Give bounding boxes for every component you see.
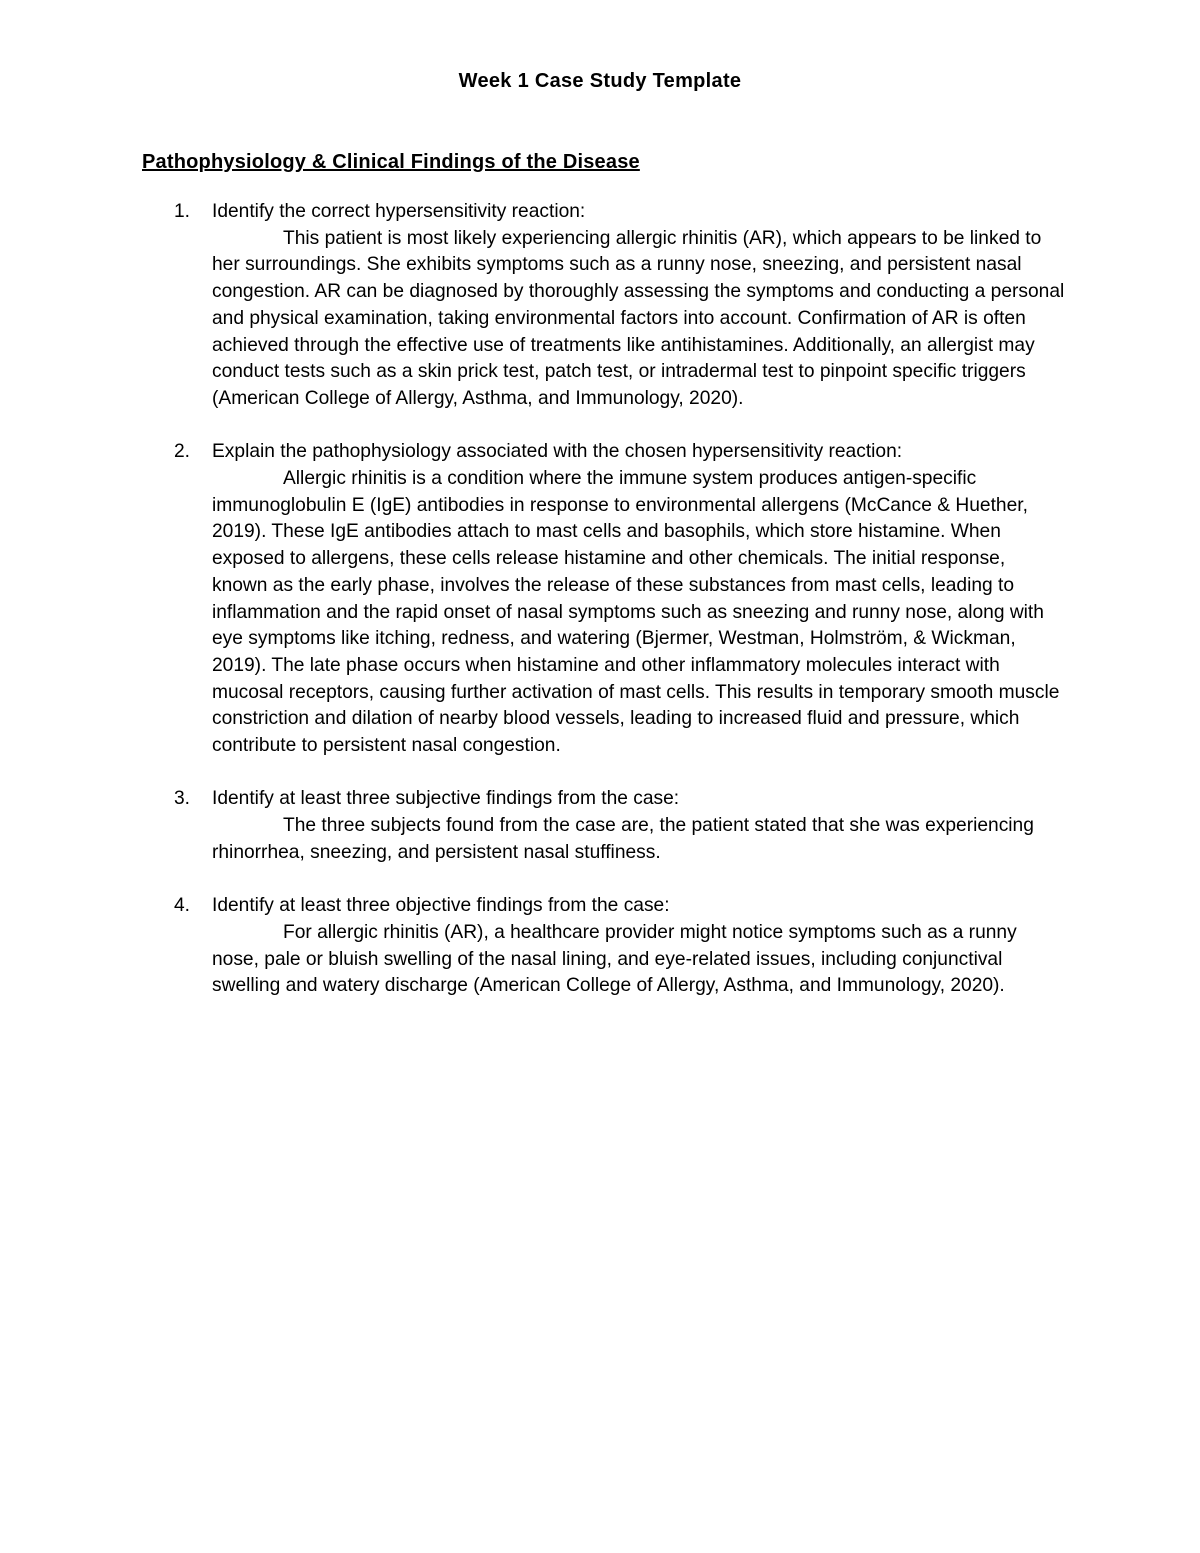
question-prompt: Explain the pathophysiology associated with the chosen hypersensitivity reaction: xyxy=(212,441,903,463)
question-answer: The three subjects found from the case are, the patient stated that she was experiencing rhinorrhea, sneezing, and persistent nasal stuffiness. xyxy=(212,815,1034,863)
question-item xyxy=(0,786,1200,866)
question-number: 3. xyxy=(174,788,191,810)
question-answer: Allergic rhinitis is a condition where the immune system produces antigen-specific immunoglobulin E (IgE) antibodies in response to environmental allergens (McCance & Huether, 2019). These IgE antibodies attach to mast cells and basophils, which store histamine. When exposed to allergens, these cells release histamine and other chemicals. The initial response, known as the early phase, involves the release of these substances from mast cells, leading to inflammation and the rapid onset of nasal symptoms such as sneezing and runny nose, along with eye symptoms like itching, redness, and watering (Bjermer, Westman, Holmström, & Wickman, 2019). The late phase occurs when histamine and other inflammatory molecules interact with mucosal receptors, causing further activation of mast cells. This results in temporary smooth muscle constriction and dilation of nearby blood vessels, leading to increased fluid and pressure, which contribute to persistent nasal congestion. xyxy=(212,468,1060,757)
question-item xyxy=(0,199,1200,413)
question-item xyxy=(0,439,1200,759)
question-number: 2. xyxy=(174,441,191,463)
question-number: 4. xyxy=(174,895,191,917)
question-prompt: Identify at least three objective findings from the case: xyxy=(212,895,670,917)
document-title: Week 1 Case Study Template xyxy=(458,70,742,92)
question-answer: For allergic rhinitis (AR), a healthcare provider might notice symptoms such as a runny nose, pale or bluish swelling of the nasal lining, and eye-related issues, including conjunctival swelling and watery discharge (American College of Allergy, Asthma, and Immunology, 2020). xyxy=(212,921,1017,997)
section-heading: Pathophysiology & Clinical Findings of the Disease xyxy=(142,151,640,173)
question-list xyxy=(0,199,1200,1027)
question-item xyxy=(0,893,1200,1000)
question-prompt: Identify at least three subjective findings from the case: xyxy=(212,788,680,810)
question-number: 1. xyxy=(174,201,191,222)
question-answer: This patient is most likely experiencing allergic rhinitis (AR), which appears to be linked to her surroundings. She exhibits symptoms such as a runny nose, sneezing, and persistent nasal congestion. AR can be diagnosed by thoroughly assessing the symptoms and conducting a personal and physical examination, taking environmental factors into account. Confirmation of AR is often achieved through the effective use of treatments like antihistamines. Additionally, an allergist may conduct tests such as a skin prick test, patch test, or intradermal test to pinpoint specific triggers (American College of Allergy, Asthma, and Immunology, 2020). xyxy=(212,227,1065,409)
question-prompt: Identify the correct hypersensitivity reaction: xyxy=(212,201,586,222)
